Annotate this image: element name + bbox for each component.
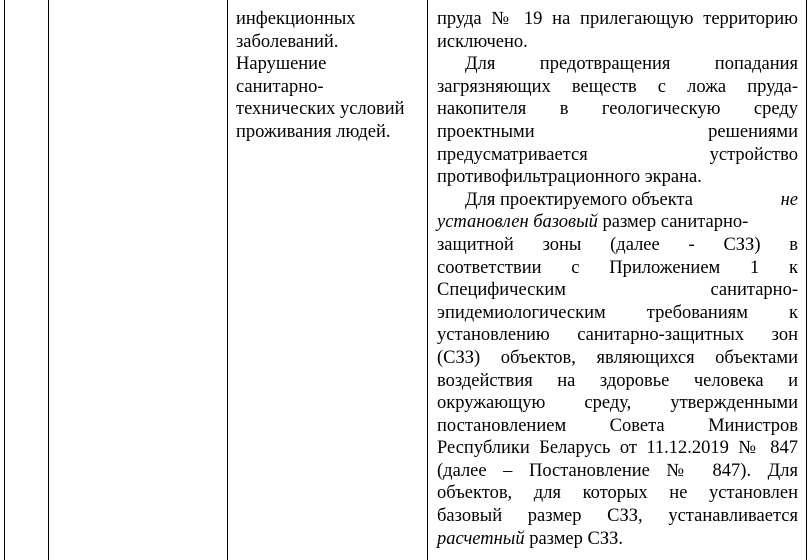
text-line: технических условий bbox=[236, 99, 405, 120]
impact-description-cell bbox=[236, 8, 412, 144]
text-line: защитной зоны (далее - СЗЗ) в bbox=[437, 234, 798, 255]
paragraph-start-line bbox=[437, 189, 798, 212]
text-line: (далее – Постановление № 847). Для bbox=[437, 460, 798, 481]
text-fragment: Для проектируемого объекта bbox=[465, 189, 693, 210]
text-line: инфекционных bbox=[236, 9, 356, 29]
text-line: противофильтрационного экрана. bbox=[437, 167, 702, 188]
text-line: санитарно- bbox=[236, 76, 324, 97]
text-line: воздействия на здоровье человека и bbox=[437, 370, 798, 391]
text-line: проживания людей. bbox=[236, 121, 391, 142]
text-line bbox=[437, 528, 798, 551]
mitigation-measures-cell bbox=[437, 8, 798, 550]
italic-text: не bbox=[780, 189, 798, 210]
text-line: окружающую среду, утвержденными bbox=[437, 393, 798, 414]
italic-text: установлен базовый bbox=[437, 212, 598, 233]
paragraph-start-line: Для предотвращения попадания bbox=[465, 54, 798, 75]
text-line: накопителя в геологическую среду bbox=[437, 99, 798, 120]
text-line: загрязняющих веществ с ложа пруда- bbox=[437, 76, 798, 97]
text-line: предусматривается устройство bbox=[437, 144, 798, 165]
text-fragment: размер санитарно- bbox=[597, 212, 749, 233]
text-line: объектов, для которых не установлен bbox=[437, 483, 798, 504]
text-line: (СЗЗ) объектов, являющихся объектами bbox=[437, 347, 798, 368]
italic-text: расчетный bbox=[437, 528, 525, 549]
table-divider-3 bbox=[427, 0, 428, 560]
table-divider-1 bbox=[48, 0, 49, 560]
table-border-right bbox=[806, 0, 807, 560]
table-border-left bbox=[4, 0, 5, 560]
text-line: соответствии с Приложением 1 к bbox=[437, 257, 798, 278]
text-line: Специфическим санитарно- bbox=[437, 280, 798, 301]
text-line: пруда № 19 на прилегающую территорию bbox=[437, 9, 798, 29]
text-line: исключено. bbox=[437, 31, 528, 52]
text-line: базовый размер СЗЗ, устанавливается bbox=[437, 506, 798, 527]
table-divider-2 bbox=[227, 0, 228, 560]
text-line: эпидемиологическим требованиям к bbox=[437, 302, 798, 323]
text-line: Нарушение bbox=[236, 54, 327, 75]
text-line: Республики Беларусь от 11.12.2019 № 847 bbox=[437, 438, 798, 459]
text-line: проектными решениями bbox=[437, 121, 798, 142]
text-fragment: размер СЗЗ. bbox=[524, 528, 624, 549]
text-line: установлению санитарно-защитных зон bbox=[437, 325, 798, 346]
text-line: заболеваний. bbox=[236, 31, 339, 52]
text-line bbox=[437, 211, 798, 234]
text-line: постановлением Совета Министров bbox=[437, 415, 798, 436]
